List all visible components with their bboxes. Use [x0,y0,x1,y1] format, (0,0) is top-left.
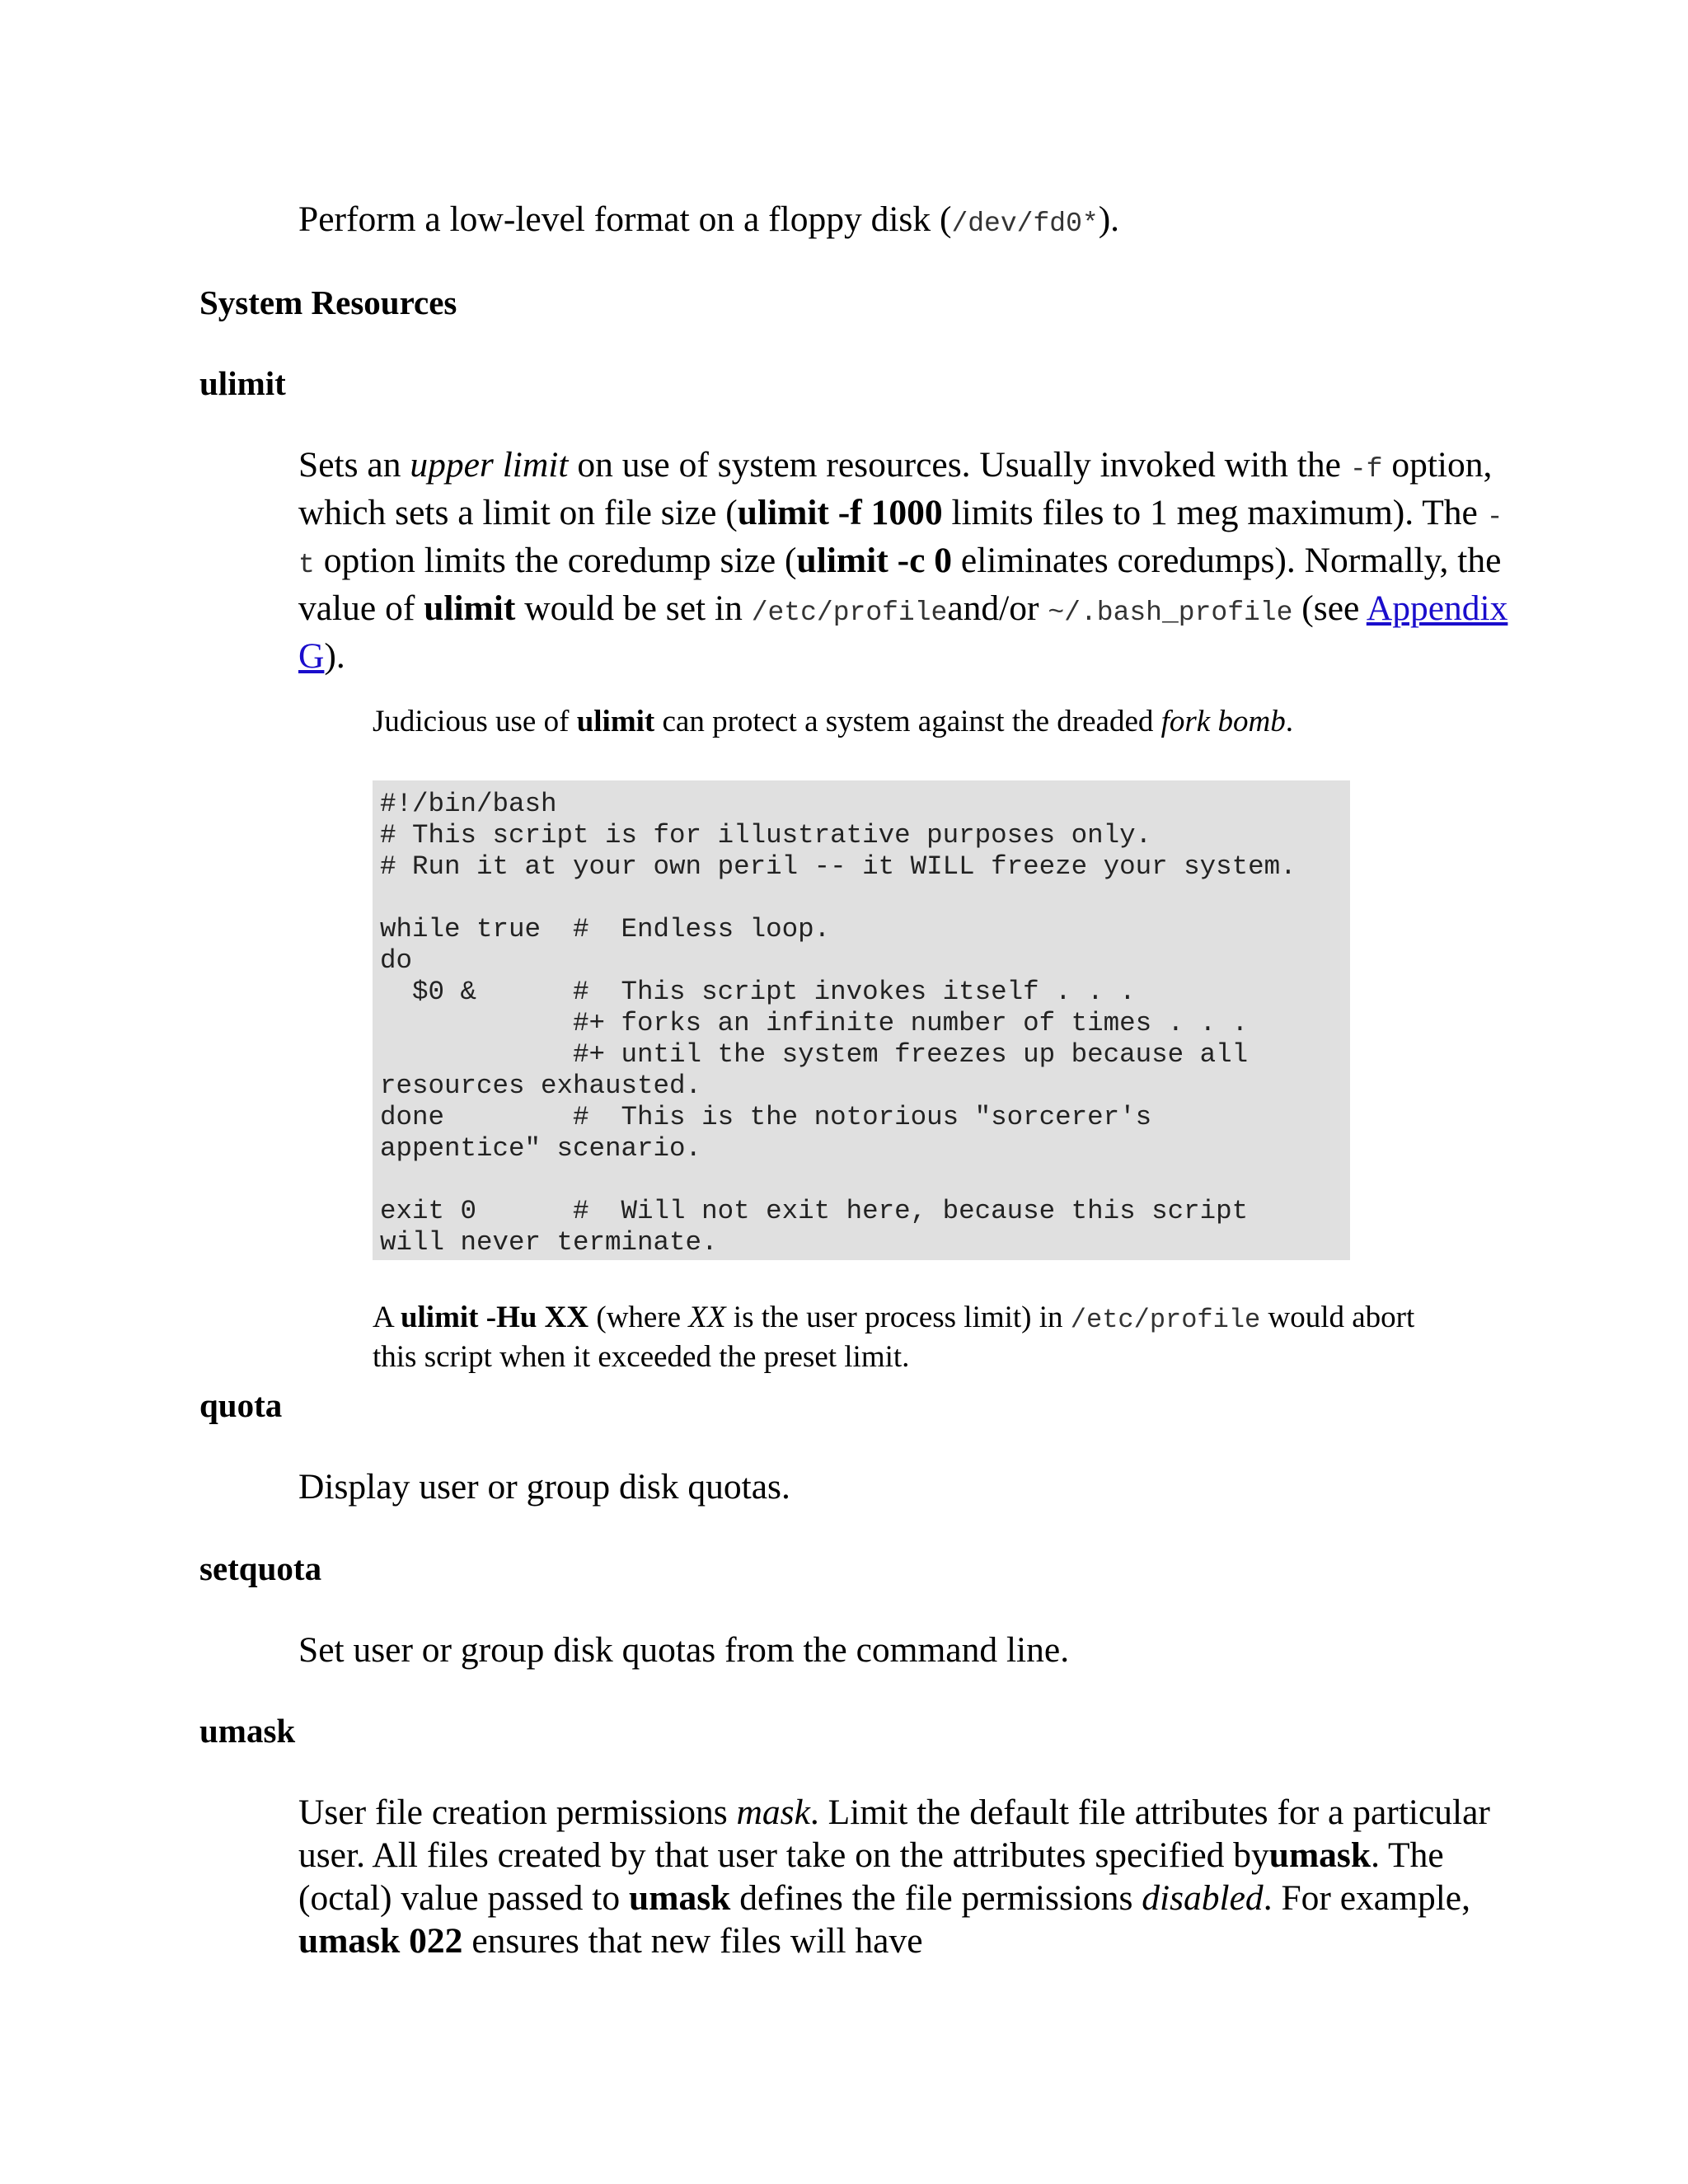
setquota-description: Set user or group disk quotas from the command line. [298,1630,1070,1670]
term-quota: quota [199,1386,283,1424]
fork-bomb-note: Judicious use of ulimit can protect a system against the dreaded fork bomb. [373,705,1293,738]
appendix-g-link[interactable]: Appendix G [298,588,1508,676]
section-title: System Resources [199,284,457,321]
device-path: /dev/fd0* [951,209,1099,239]
umask-description: User file creation permissions mask. Limit the default file attributes for a particular user. All files created by that user take on the attributes specified byumask. The (octal) value passed to umask defines the file permissions disabled. For example, umask 022 ensures that new files will have [298,1793,1490,1961]
intro-paragraph: Perform a low-level format on a floppy disk (/dev/fd0*). [298,199,1120,239]
ulimit-hu-note: A ulimit -Hu XX (where XX is the user process limit) in /etc/profile would abort this script when it exceeded the preset limit. [373,1301,1415,1374]
code-listing [373,780,1350,1260]
term-setquota: setquota [199,1549,322,1587]
fork-bomb-script: #!/bin/bash # This script is for illustrative purposes only. # Run it at your own peril -- it WILL freeze your system. while true # Endless loop. do $0 & # This script invokes itself . . . #+ forks an infinite number of times . . . #+ until the system freezes up because all resources exhausted. done # This is the notorious "sorcerer's appentice" scenario. exit 0 # Will not exit here, because this script will never terminate. [380,789,1296,1258]
quota-description: Display user or group disk quotas. [298,1467,790,1507]
term-ulimit: ulimit [199,364,286,402]
ulimit-description: Sets an upper limit on use of system resources. Usually invoked with the -f option, which sets a limit on file size (ulimit -f 1000 limits files to 1 meg maximum). The -t option limits the coredump size (ulimit -c 0 eliminates coredumps). Normally, the value of ulimit would be set in /etc/profileand/or ~/.bash_profile (see Appendix G). [298,445,1508,676]
term-umask: umask [199,1712,296,1750]
